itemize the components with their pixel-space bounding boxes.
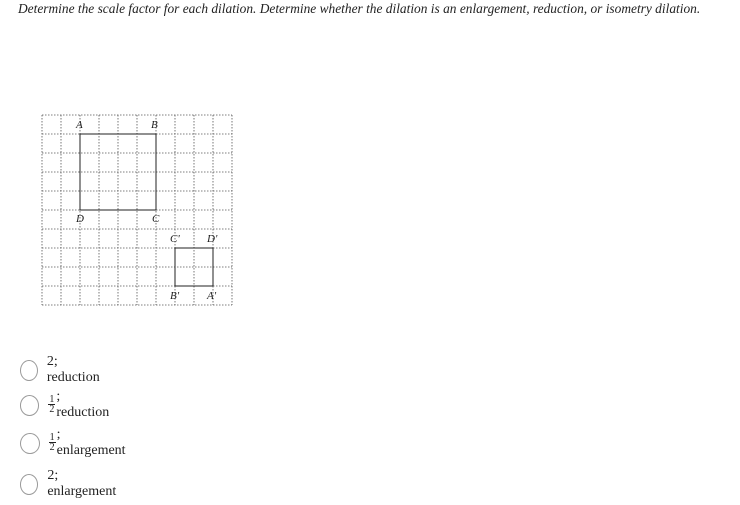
radio-button-1[interactable] xyxy=(20,360,38,381)
label-b-prime: B' xyxy=(170,290,180,302)
option-3-text: ; enlargement xyxy=(56,427,126,458)
radio-button-3[interactable] xyxy=(20,433,40,454)
option-4[interactable] xyxy=(20,468,119,499)
option-4-label: 2; enlargement xyxy=(47,468,117,499)
option-2-text: ; reduction xyxy=(56,389,110,420)
label-a: A xyxy=(76,119,83,131)
fraction-one-half xyxy=(48,395,55,415)
label-d-prime: D' xyxy=(207,233,218,245)
fraction-numerator: 1 xyxy=(49,432,55,443)
label-c: C xyxy=(152,213,160,225)
fraction-one-half xyxy=(49,433,56,453)
label-a-prime: A' xyxy=(207,290,217,302)
question-text: Determine the scale factor for each dilation. Determine whether the dilation is an enlargement, reduction, or isometry dilation. xyxy=(18,1,701,16)
radio-button-4[interactable] xyxy=(20,474,38,495)
option-1-label: 2; reduction xyxy=(46,354,100,385)
fraction-numerator: 1 xyxy=(49,394,55,405)
option-3[interactable] xyxy=(20,427,127,458)
radio-button-2[interactable] xyxy=(20,395,39,416)
option-2[interactable] xyxy=(20,389,111,420)
label-c-prime: C' xyxy=(170,233,180,245)
option-3-label xyxy=(49,427,127,459)
fraction-denominator: 2 xyxy=(49,404,55,415)
option-2-label xyxy=(48,389,110,421)
label-d: D xyxy=(76,213,84,225)
label-b: B xyxy=(151,119,158,131)
option-1[interactable] xyxy=(20,354,103,385)
fraction-denominator: 2 xyxy=(49,442,55,453)
